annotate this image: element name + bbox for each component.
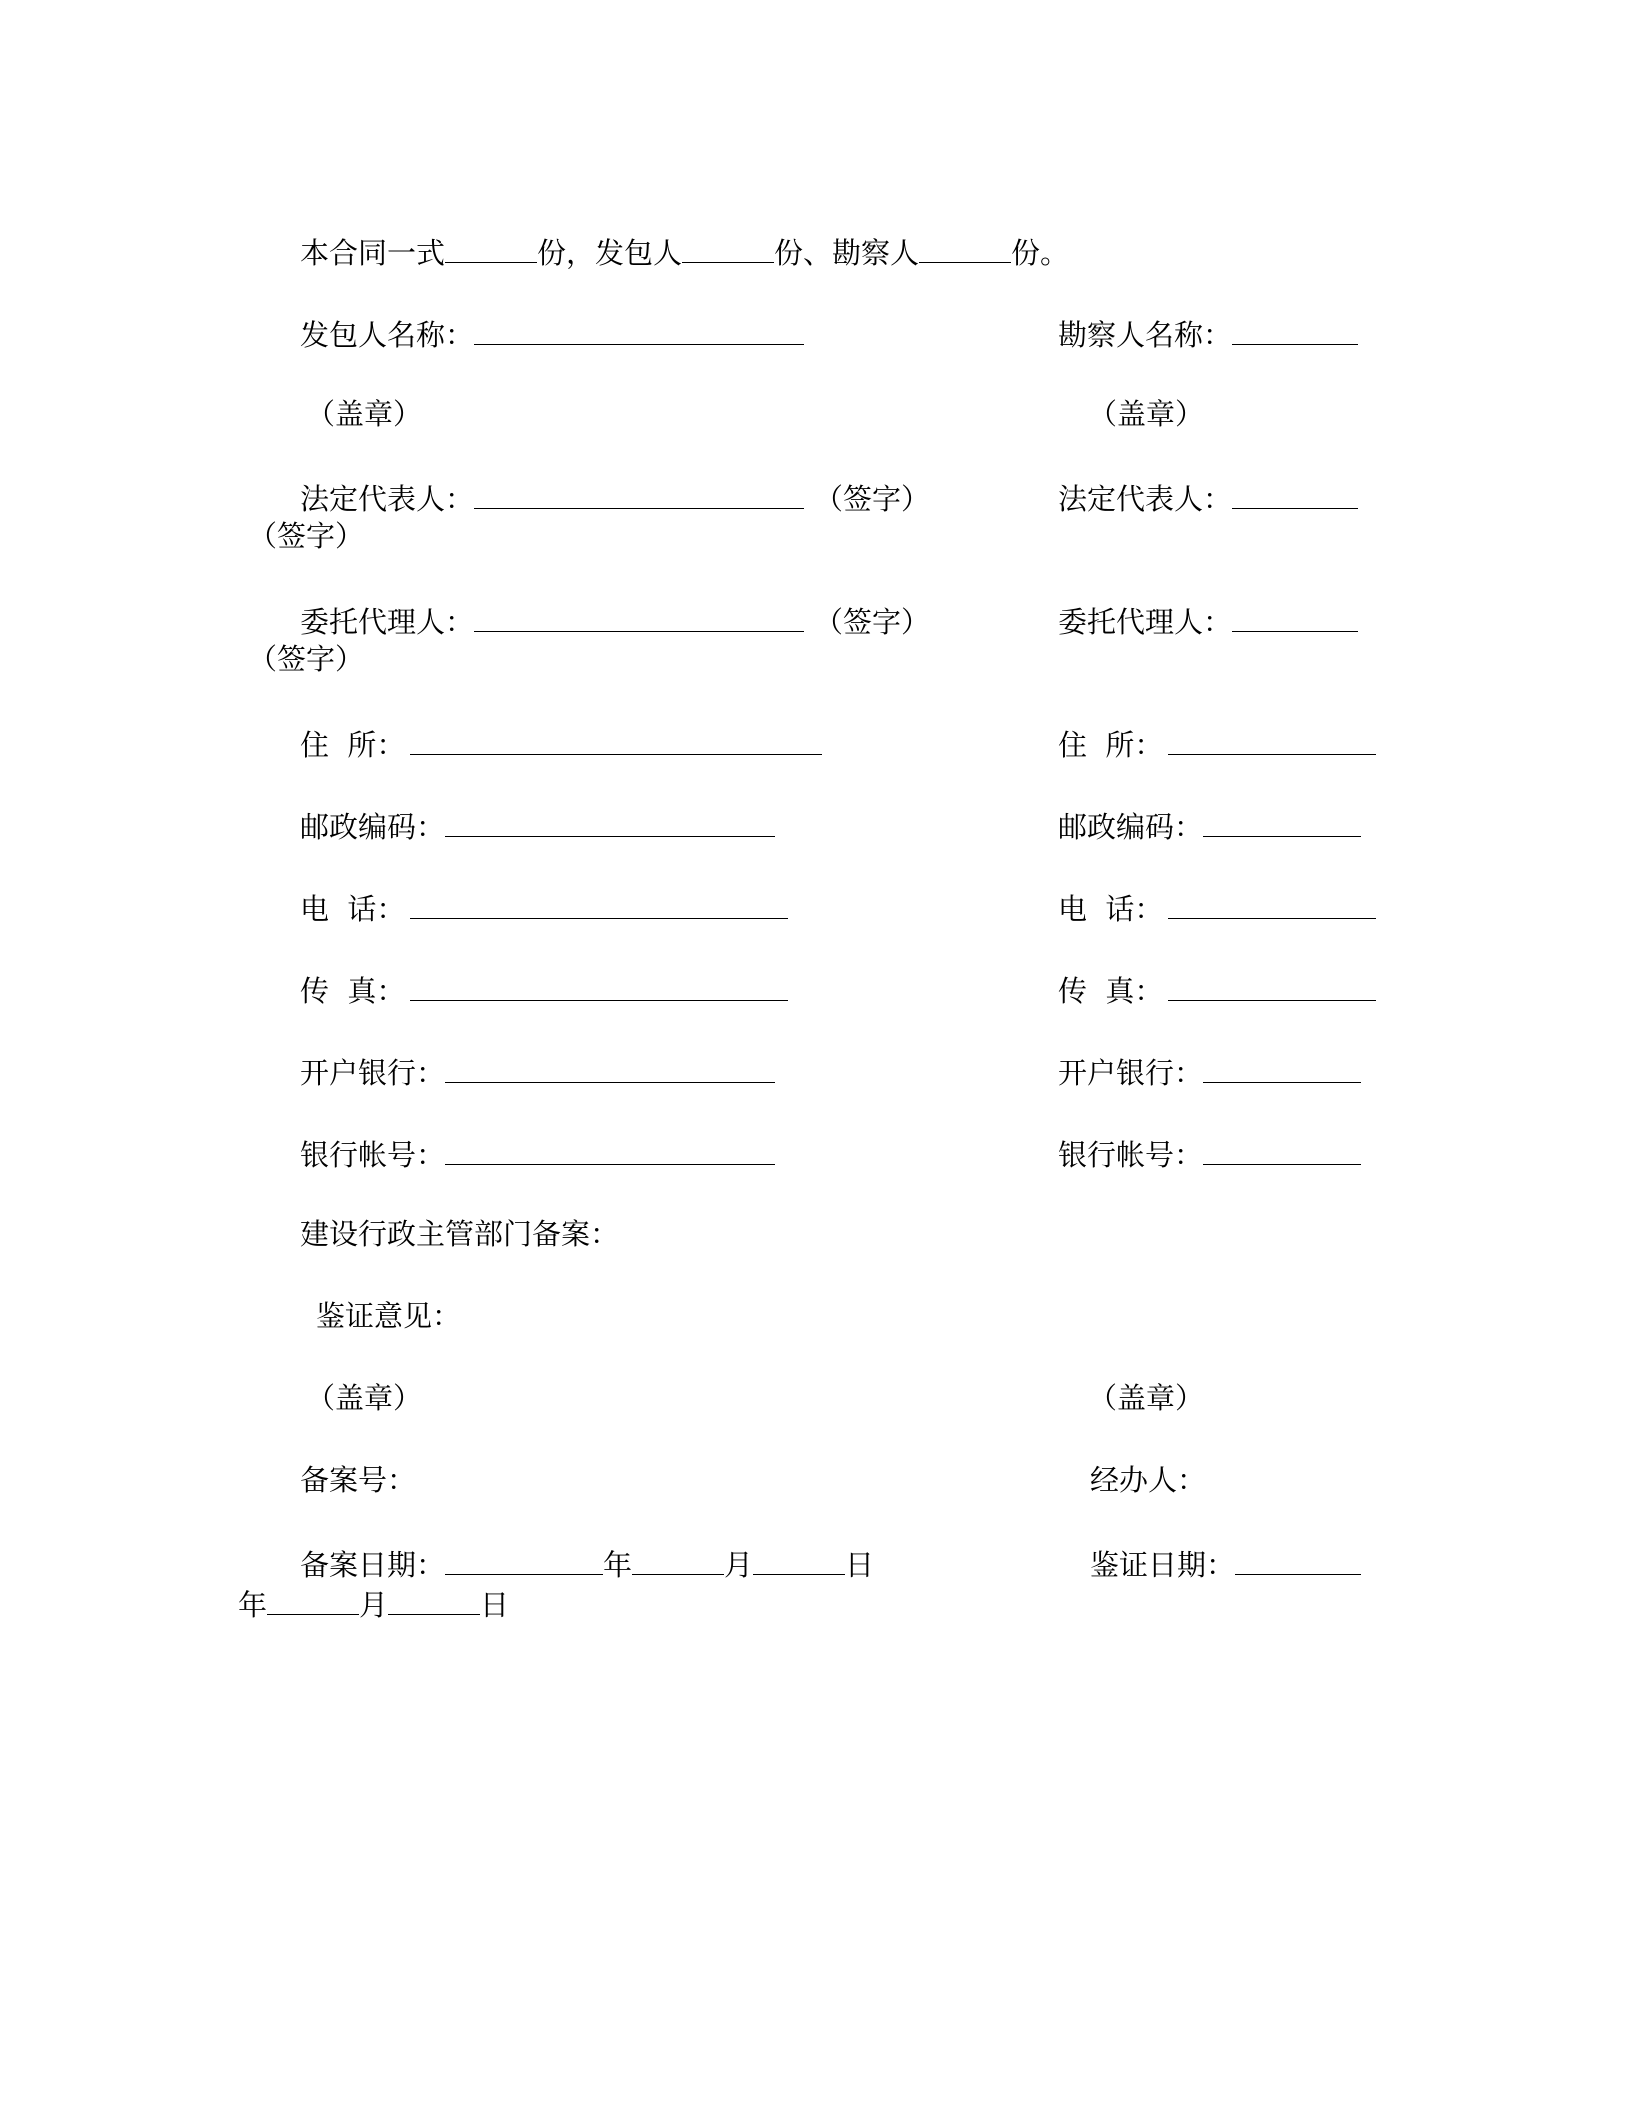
employer-address-row bbox=[300, 724, 822, 763]
employer-agent-blank[interactable] bbox=[474, 601, 804, 632]
surveyor-agent-sign: （签字） bbox=[248, 642, 365, 676]
filing-date-row bbox=[300, 1544, 874, 1583]
surveyor-postcode-blank[interactable] bbox=[1203, 806, 1361, 837]
copies-text-4: 份。 bbox=[1011, 236, 1070, 270]
employer-bank-blank[interactable] bbox=[445, 1052, 775, 1083]
surveyor-address-blank[interactable] bbox=[1168, 724, 1376, 755]
employer-agent-row bbox=[300, 601, 930, 640]
filing-seal-right: （盖章） bbox=[1088, 1381, 1205, 1415]
employer-bank-label: 开户银行： bbox=[300, 1056, 446, 1090]
filing-date-month-blank[interactable] bbox=[632, 1544, 724, 1575]
surveyor-postcode-row bbox=[1058, 806, 1361, 845]
employer-fax-label: 传 真： bbox=[300, 974, 406, 1008]
verify-date-day-text: 日 bbox=[480, 1588, 510, 1622]
copies-text-3: 份、勘察人 bbox=[774, 236, 920, 270]
verify-date-year-blank[interactable] bbox=[1235, 1544, 1361, 1575]
surveyor-bank-label: 开户银行： bbox=[1058, 1056, 1204, 1090]
copies-text-2: 份，发包人 bbox=[537, 236, 683, 270]
employer-account-blank[interactable] bbox=[445, 1134, 775, 1165]
surveyor-agent-blank[interactable] bbox=[1232, 601, 1358, 632]
employer-fax-blank[interactable] bbox=[410, 970, 788, 1001]
surveyor-name-label: 勘察人名称： bbox=[1058, 318, 1233, 352]
verify-date-continuation bbox=[238, 1584, 509, 1623]
employer-legal-rep-sign: （签字） bbox=[814, 482, 931, 516]
copies-surveyor-blank[interactable] bbox=[919, 232, 1011, 263]
surveyor-bank-blank[interactable] bbox=[1203, 1052, 1361, 1083]
employer-phone-blank[interactable] bbox=[410, 888, 788, 919]
surveyor-legal-rep-row bbox=[1058, 478, 1358, 517]
surveyor-name-blank[interactable] bbox=[1232, 314, 1358, 345]
employer-seal: （盖章） bbox=[306, 397, 423, 431]
employer-name-row bbox=[300, 314, 804, 353]
verify-date-month-blank[interactable] bbox=[267, 1584, 359, 1615]
surveyor-postcode-label: 邮政编码： bbox=[1058, 810, 1204, 844]
verify-date-day-blank[interactable] bbox=[388, 1584, 480, 1615]
filing-date-year-blank[interactable] bbox=[445, 1544, 603, 1575]
verify-date-row bbox=[1090, 1544, 1361, 1583]
surveyor-phone-label: 电 话： bbox=[1058, 892, 1164, 926]
surveyor-account-label: 银行帐号： bbox=[1058, 1138, 1204, 1172]
opinion-label: 鉴证意见： bbox=[316, 1299, 462, 1333]
employer-phone-row bbox=[300, 888, 788, 927]
employer-name-blank[interactable] bbox=[474, 314, 804, 345]
surveyor-agent-row bbox=[1058, 601, 1358, 640]
surveyor-address-label: 住 所： bbox=[1058, 728, 1164, 762]
filing-date-month-text: 月 bbox=[724, 1548, 754, 1582]
employer-account-label: 银行帐号： bbox=[300, 1138, 446, 1172]
employer-bank-row bbox=[300, 1052, 775, 1091]
filing-seal-left: （盖章） bbox=[306, 1381, 423, 1415]
employer-address-blank[interactable] bbox=[410, 724, 822, 755]
filing-date-year-text: 年 bbox=[603, 1548, 633, 1582]
handler-label: 经办人： bbox=[1090, 1463, 1207, 1497]
filing-date-day-blank[interactable] bbox=[753, 1544, 845, 1575]
employer-agent-label: 委托代理人： bbox=[300, 605, 475, 639]
verify-date-month-text: 月 bbox=[359, 1588, 389, 1622]
surveyor-fax-blank[interactable] bbox=[1168, 970, 1376, 1001]
surveyor-account-row bbox=[1058, 1134, 1361, 1173]
filing-date-label: 备案日期： bbox=[300, 1548, 446, 1582]
employer-postcode-row bbox=[300, 806, 775, 845]
copies-total-blank[interactable] bbox=[445, 232, 537, 263]
surveyor-phone-row bbox=[1058, 888, 1376, 927]
filing-authority-label: 建设行政主管部门备案： bbox=[300, 1217, 620, 1251]
surveyor-account-blank[interactable] bbox=[1203, 1134, 1361, 1165]
surveyor-legal-rep-sign: （签字） bbox=[248, 519, 365, 553]
employer-phone-label: 电 话： bbox=[300, 892, 406, 926]
copies-employer-blank[interactable] bbox=[682, 232, 774, 263]
employer-legal-rep-label: 法定代表人： bbox=[300, 482, 475, 516]
surveyor-bank-row bbox=[1058, 1052, 1361, 1091]
surveyor-fax-label: 传 真： bbox=[1058, 974, 1164, 1008]
employer-legal-rep-blank[interactable] bbox=[474, 478, 804, 509]
surveyor-address-row bbox=[1058, 724, 1376, 763]
surveyor-legal-rep-label: 法定代表人： bbox=[1058, 482, 1233, 516]
surveyor-phone-blank[interactable] bbox=[1168, 888, 1376, 919]
employer-name-label: 发包人名称： bbox=[300, 318, 475, 352]
employer-fax-row bbox=[300, 970, 788, 1009]
surveyor-name-row bbox=[1058, 314, 1358, 353]
employer-account-row bbox=[300, 1134, 775, 1173]
filing-number-label: 备案号： bbox=[300, 1463, 417, 1497]
surveyor-seal: （盖章） bbox=[1088, 397, 1205, 431]
verify-date-label: 鉴证日期： bbox=[1090, 1548, 1236, 1582]
filing-date-day-text: 日 bbox=[845, 1548, 875, 1582]
employer-postcode-label: 邮政编码： bbox=[300, 810, 446, 844]
employer-agent-sign: （签字） bbox=[814, 605, 931, 639]
surveyor-agent-label: 委托代理人： bbox=[1058, 605, 1233, 639]
surveyor-fax-row bbox=[1058, 970, 1376, 1009]
surveyor-legal-rep-blank[interactable] bbox=[1232, 478, 1358, 509]
employer-address-label: 住 所： bbox=[300, 728, 406, 762]
copies-line bbox=[300, 232, 1069, 271]
employer-legal-rep-row bbox=[300, 478, 930, 517]
copies-text-1: 本合同一式 bbox=[300, 236, 446, 270]
employer-postcode-blank[interactable] bbox=[445, 806, 775, 837]
verify-date-year-text: 年 bbox=[238, 1588, 268, 1622]
